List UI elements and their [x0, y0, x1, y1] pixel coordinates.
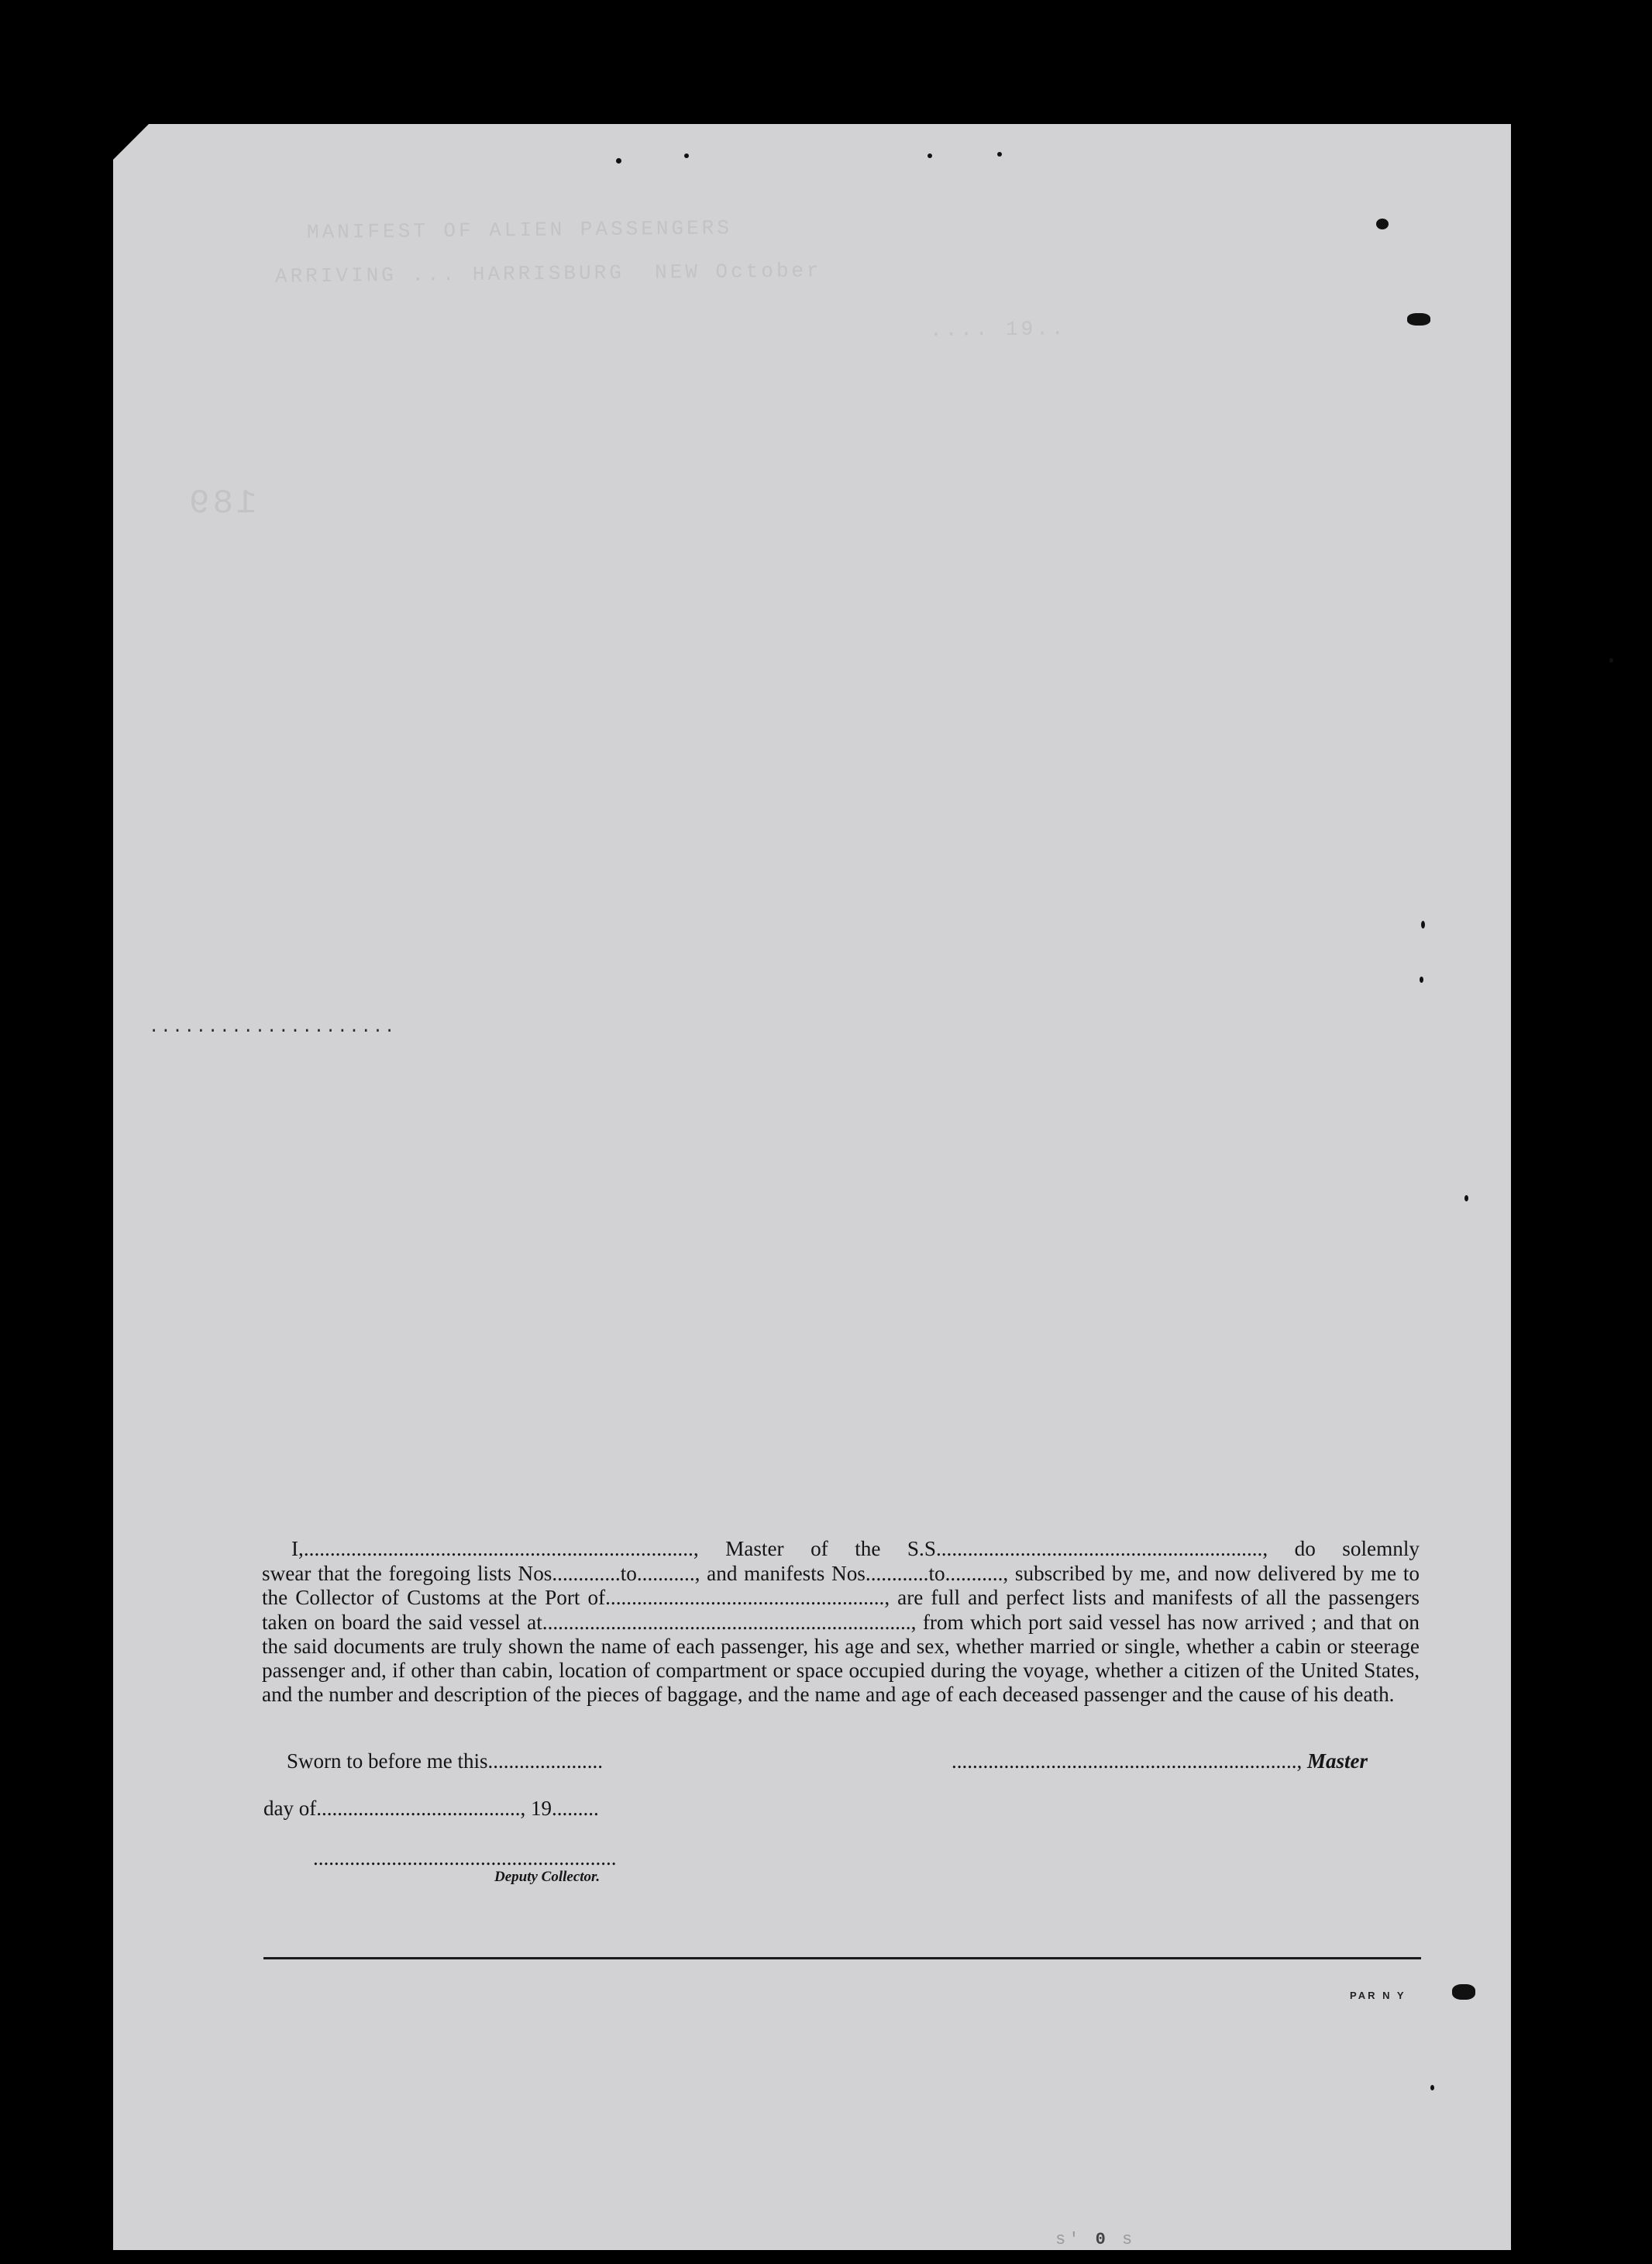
ink-blot-3 — [1452, 1984, 1475, 2000]
speck-3 — [928, 153, 932, 158]
ghost-header-line-2: ARRIVING ... HARRISBURG NEW October — [274, 259, 822, 288]
master-signature-line — [952, 1749, 1368, 1773]
ghost-header-line-1: MANIFEST OF ALIEN PASSENGERS — [306, 216, 733, 244]
master-signature-dots: .................................................................., — [952, 1749, 1303, 1773]
speck-4 — [997, 152, 1002, 157]
dotted-line-left: ..................... — [149, 1018, 397, 1037]
bottom-rule — [263, 1957, 1421, 1959]
sworn-before-line: Sworn to before me this...................... — [287, 1749, 603, 1773]
page-corner-fold — [113, 124, 149, 160]
bottom-stamp-left: s' — [1055, 2230, 1082, 2249]
speck-1 — [616, 158, 621, 164]
ink-blot-1 — [1376, 219, 1389, 229]
speck-8 — [1430, 2085, 1434, 2090]
deputy-collector-label: Deputy Collector. — [494, 1869, 601, 1885]
deputy-collector-dots: .......................................................... — [313, 1846, 617, 1869]
document-page — [113, 124, 1511, 2250]
speck-7 — [1464, 1195, 1468, 1201]
speck-5 — [1421, 921, 1425, 929]
day-of-line: day of......................................., 19......... — [263, 1797, 599, 1820]
speck-2 — [684, 153, 689, 158]
oath-paragraph-first-line: I,.........................................................................., Master of the S.S.............................................................., do solemnly — [291, 1537, 1420, 1560]
speck-9 — [1609, 658, 1613, 663]
bottom-stamp — [1055, 2230, 1135, 2249]
bottom-stamp-zero: 0 — [1095, 2230, 1109, 2249]
speck-6 — [1420, 977, 1423, 983]
ghost-page-number: 189 — [186, 484, 257, 523]
bottom-stamp-right: s — [1122, 2230, 1136, 2249]
ghost-header-line-3: .... 19.. — [929, 317, 1067, 342]
printer-mark: PAR N Y — [1350, 1990, 1406, 2001]
master-label: Master — [1307, 1749, 1368, 1773]
oath-paragraph-body: swear that the foregoing lists Nos.............to..........., and manifests Nos............to..........., subscribed by me, and now delivered by me to the Collector of Customs at the Port of....................................................., are full and perfect lists and manifests of all the passengers taken on board the said vessel at......................................................................, from which port said vessel has now arrived ; and that on the said documents are truly shown the name of each passenger, his age and sex, whether married or single, whether a cabin or steerage passenger and, if other than cabin, location of compartment or space occupied during the voyage, whether a citizen of the United States, and the number and description of the pieces of baggage, and the name and age of each deceased passenger and the cause of his death. — [262, 1562, 1420, 1707]
ink-blot-2 — [1407, 313, 1430, 326]
